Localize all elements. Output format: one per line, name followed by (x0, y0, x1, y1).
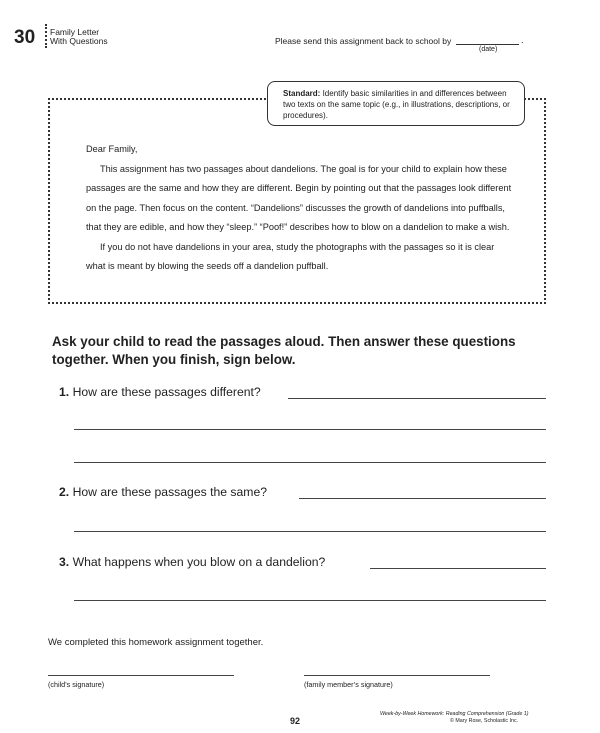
credit (380, 711, 550, 725)
question-number: 1. (59, 385, 70, 399)
letter-greeting: Dear Family, (86, 144, 138, 154)
family-letter (86, 140, 516, 277)
standard-label: Standard: (283, 89, 321, 98)
header-title-line1: Family Letter (50, 27, 100, 37)
answer-line[interactable] (288, 398, 546, 399)
question-text: How are these passages the same? (72, 485, 267, 499)
week-number: 30 (14, 27, 36, 48)
answer-line[interactable] (74, 462, 546, 463)
letter-paragraph-1: This assignment has two passages about dandelions. The goal is for your child to explain how these passages are the same and how they are different. Begin by pointing out that the passages look different on the page. Then focus on the content. “Dandelions” discusses the growth of dandelions into puffballs, that they are edible, and how they “sleep.” “Poof!” describes how to blow on a dandelion to make a wish. (86, 163, 512, 232)
question-text: What happens when you blow on a dandelion? (72, 555, 326, 569)
credit-line-1: Week-by-Week Homework: Reading Comprehension (Grade 1) (380, 711, 529, 717)
date-label: (date) (479, 46, 498, 53)
credit-line-2: © Mary Rose, Scholastic Inc. (450, 718, 519, 724)
answer-line[interactable] (74, 600, 546, 601)
question-1 (59, 385, 261, 399)
page-number: 92 (290, 716, 301, 726)
question-number: 2. (59, 485, 70, 499)
send-back-punctuation: . (521, 35, 524, 45)
answer-line[interactable] (299, 498, 546, 499)
date-input-line[interactable] (456, 44, 519, 45)
answer-line[interactable] (370, 568, 546, 569)
question-3 (59, 555, 325, 569)
family-signature-label: (family member’s signature) (304, 680, 393, 689)
instructions: Ask your child to read the passages aloud. Then answer these questions together. When you finish, sign below. (52, 334, 516, 367)
question-number: 3. (59, 555, 70, 569)
question-text: How are these passages different? (72, 385, 261, 399)
family-signature-line[interactable] (304, 675, 490, 676)
answer-line[interactable] (74, 531, 546, 532)
letter-paragraph-2: If you do not have dandelions in your area, study the photographs with the passages so it is clear what is meant by blowing the seeds off a dandelion puffball. (86, 241, 495, 271)
child-signature-label: (child’s signature) (48, 680, 105, 689)
question-2 (59, 485, 267, 499)
header-title-line2: With Questions (50, 36, 108, 46)
standard-text: Identify basic similarities in and differences between two texts on the same topic (e.g., in illustrations, descriptions, or procedures). (283, 89, 510, 120)
completion-statement: We completed this homework assignment together. (48, 637, 264, 648)
child-signature-line[interactable] (48, 675, 234, 676)
header-divider (45, 24, 47, 48)
send-back-instruction: Please send this assignment back to school by (275, 36, 452, 46)
answer-line[interactable] (74, 429, 546, 430)
standard-box (267, 81, 525, 126)
